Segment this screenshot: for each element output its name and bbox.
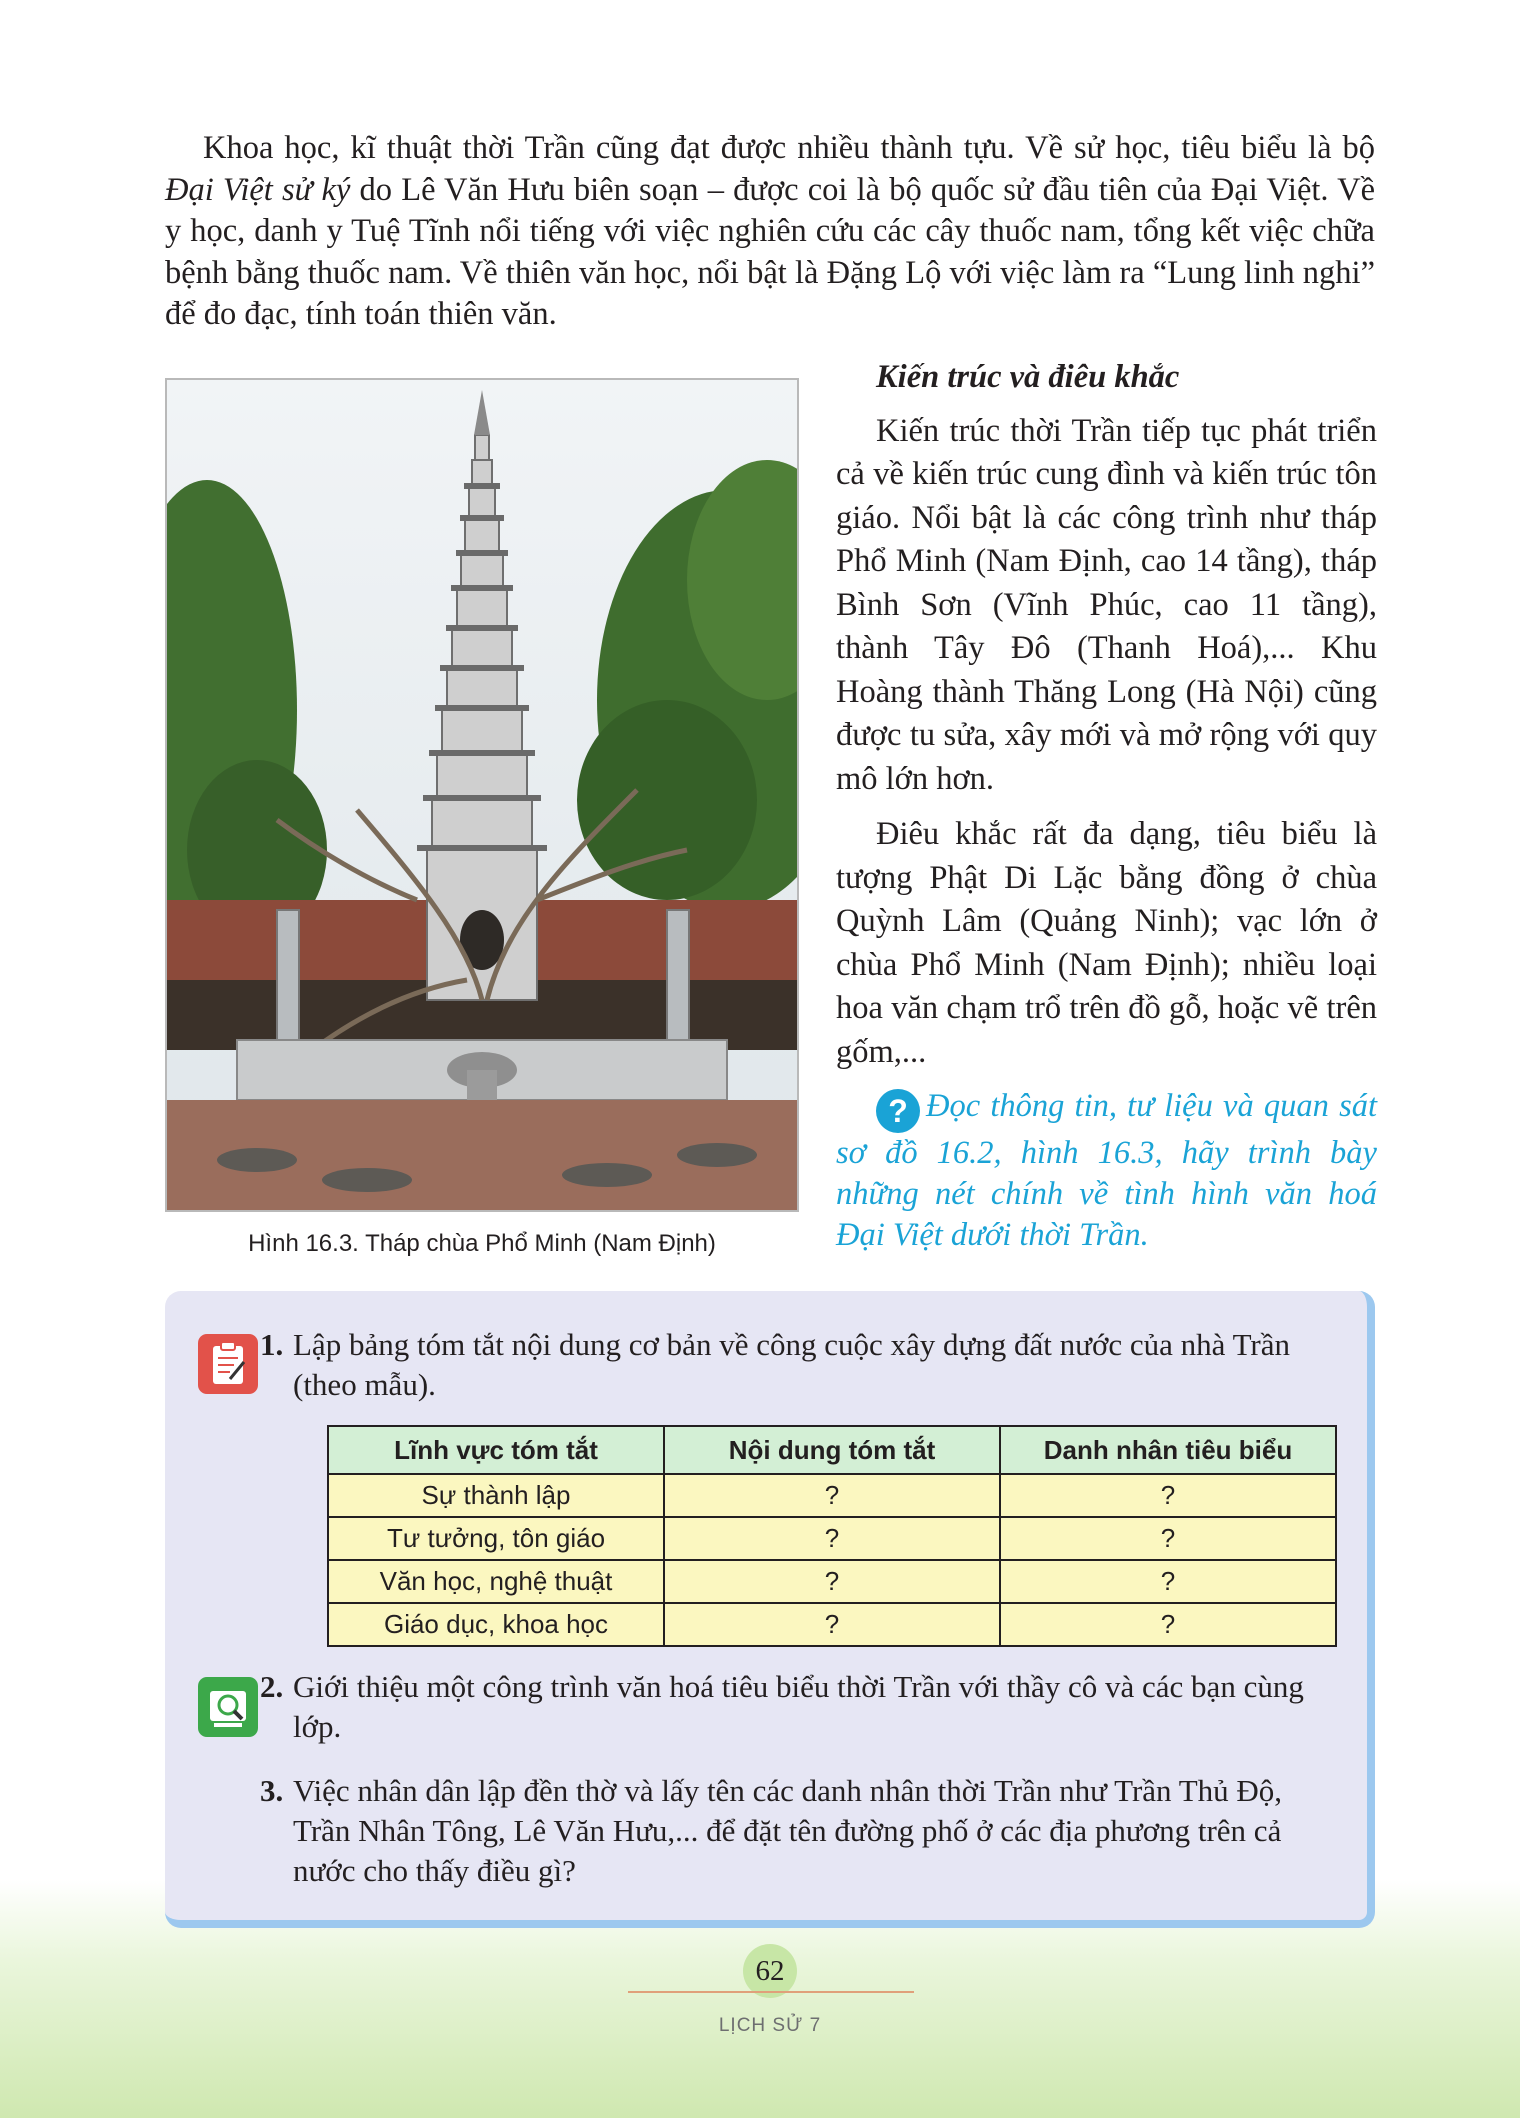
book-title: LỊCH SỬ 7 [718,2015,822,2036]
footer-divider [628,1991,914,1993]
summary-table [327,1425,1337,1647]
table-header-row [328,1426,1336,1474]
table-row [328,1517,1336,1560]
table-cell: ? [1000,1474,1336,1517]
discussion-question [836,1086,1377,1256]
table-cell: Văn học, nghệ thuật [328,1560,664,1603]
table-cell: Sự thành lập [328,1474,664,1517]
page-number: 62 [743,1944,797,1998]
pho-minh-tower-photo [165,378,799,1212]
tower-illustration [167,380,797,1210]
task-3-text: Việc nhân dân lập đền thờ và lấy tên các danh nhân thời Trần như Trần Thủ Độ, Trần Nhân Tông, Lê Văn Hưu,... để đặt tên đường phố ở các địa phương trên cả nước cho thấy điều gì? [293,1773,1283,1888]
table-cell: ? [1000,1603,1336,1646]
header-figures: Danh nhân tiêu biểu [1000,1426,1336,1474]
table-cell: Giáo dục, khoa học [328,1603,664,1646]
table-cell: ? [664,1560,1000,1603]
task-2-number: 2. [260,1669,284,1704]
question-icon: ? [876,1089,920,1133]
section-heading: Kiến trúc và điêu khắc [876,359,1180,395]
intro-text-b: do Lê Văn Hưu biên soạn – được coi là bộ quốc sử đầu tiên của Đại Việt. Về y học, danh y Tuệ Tĩnh nổi tiếng với việc nghiên cứu các cây thuốc nam, tổng kết việc chữa bệnh bằng thuốc nam. Về thiên văn học, nổi bật là Đặng Lộ với việc làm ra “Lung linh nghi” để đo đạc, tính toán thiên văn. [165,171,1375,332]
table-row [328,1603,1336,1646]
table-cell: ? [664,1603,1000,1646]
table-cell: ? [664,1474,1000,1517]
figure-caption: Hình 16.3. Tháp chùa Phổ Minh (Nam Định) [248,1230,716,1257]
header-field: Lĩnh vực tóm tắt [328,1426,664,1474]
intro-paragraph [165,128,1375,336]
task-1 [260,1325,1333,1405]
table-row [328,1474,1336,1517]
intro-text-a: Khoa học, kĩ thuật thời Trần cũng đạt được nhiều thành tựu. Về sử học, tiêu biểu là bộ [203,130,1375,166]
task-1-number: 1. [260,1327,284,1362]
architecture-section [836,356,1377,1256]
table-cell: ? [1000,1560,1336,1603]
task-2 [260,1667,1333,1747]
intro-book-title: Đại Việt sử ký [165,171,351,208]
exercise-box [165,1291,1375,1928]
table-cell: Tư tưởng, tôn giáo [328,1517,664,1560]
magnifier-icon [198,1677,258,1737]
task-2-text: Giới thiệu một công trình văn hoá tiêu biểu thời Trần với thầy cô và các bạn cùng lớp. [293,1669,1304,1744]
header-content: Nội dung tóm tắt [664,1426,1000,1474]
clipboard-icon [198,1334,258,1394]
table-cell: ? [1000,1517,1336,1560]
sculpture-paragraph: Điêu khắc rất đa dạng, tiêu biểu là tượng Phật Di Lặc bằng đồng ở chùa Quỳnh Lâm (Quảng Ninh); vạc lớn ở chùa Phổ Minh (Nam Định); nhiều loại hoa văn chạm trổ trên đồ gỗ, hoặc vẽ trên gốm,... [836,816,1377,1070]
table-cell: ? [664,1517,1000,1560]
question-text: Đọc thông tin, tư liệu và quan sát sơ đồ 16.2, hình 16.3, hãy trình bày những nét chính về tình hình văn hoá Đại Việt dưới thời Trần. [836,1088,1377,1253]
task-1-text: Lập bảng tóm tắt nội dung cơ bản về công cuộc xây dựng đất nước của nhà Trần (theo mẫu). [293,1327,1291,1402]
architecture-paragraph: Kiến trúc thời Trần tiếp tục phát triển cả về kiến trúc cung đình và kiến trúc tôn giáo. Nổi bật là các công trình như tháp Phổ Minh (Nam Định, cao 14 tầng), tháp Bình Sơn (Vĩnh Phúc, cao 11 tầng), thành Tây Đô (Thanh Hoá),... Khu Hoàng thành Thăng Long (Hà Nội) cũng được tu sửa, xây mới và mở rộng với quy mô lớn hơn. [836,412,1377,797]
task-3-number: 3. [260,1773,284,1808]
table-row [328,1560,1336,1603]
task-3 [260,1771,1333,1891]
